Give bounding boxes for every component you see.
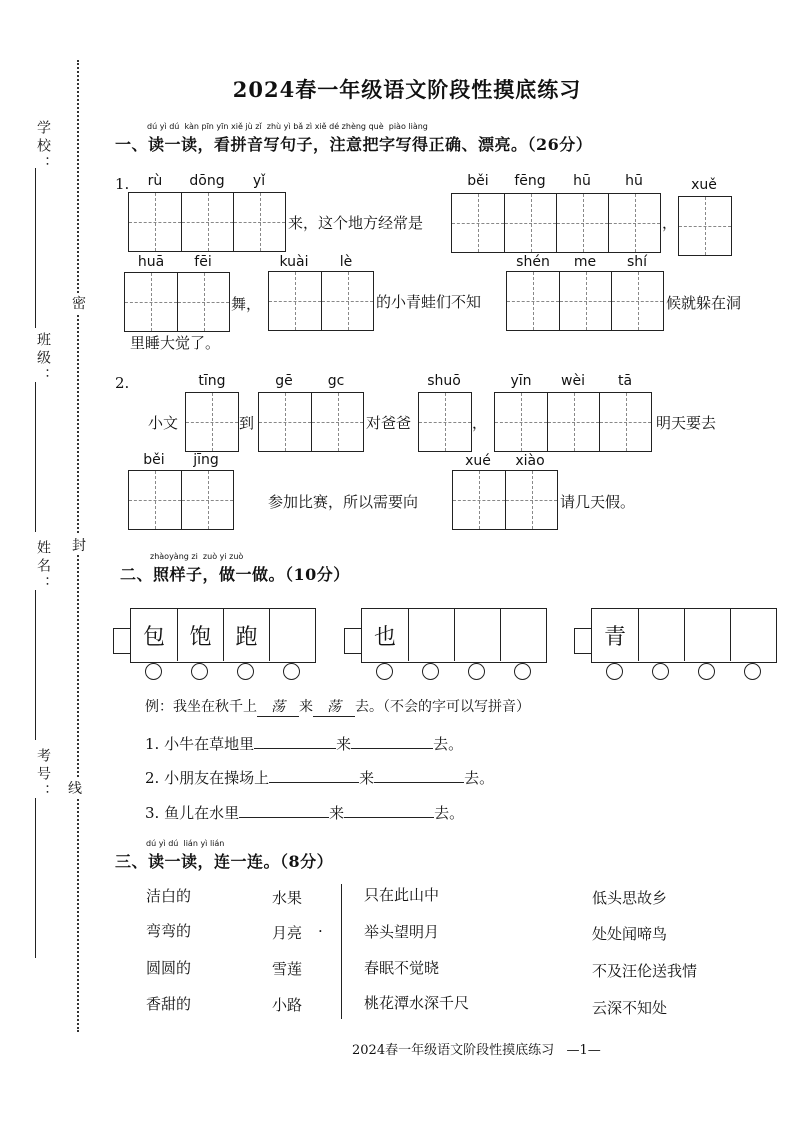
q1-pinyin-d: huā fēi bbox=[137, 254, 212, 270]
q2-number: 2. bbox=[115, 374, 130, 392]
section3-pinyin: dú yì dú lián yì lián bbox=[146, 839, 225, 848]
q2-pinyin-b: gē gc bbox=[275, 373, 345, 389]
col2-item-3[interactable]: 雪莲 bbox=[272, 960, 303, 978]
exercise-2-blank-1[interactable] bbox=[269, 767, 359, 783]
train-3-car-1: 青 bbox=[603, 624, 626, 650]
q1-text-d: 候就躲在洞 bbox=[666, 294, 742, 312]
train-2 bbox=[344, 608, 554, 688]
exercise-1-blank-1[interactable] bbox=[254, 733, 336, 749]
col4-item-3[interactable]: 不及汪伦送我情 bbox=[592, 962, 698, 980]
train-3 bbox=[574, 608, 784, 688]
example-fill-1: 荡 bbox=[257, 696, 299, 717]
q1-text-a: 来，这个地方经常是 bbox=[288, 214, 424, 232]
q2-grid-f[interactable] bbox=[452, 470, 558, 530]
col1-item-4[interactable]: 香甜的 bbox=[146, 995, 192, 1013]
q2-text-d: ， bbox=[472, 414, 488, 432]
q1-pinyin-f: shén me shí bbox=[516, 254, 648, 270]
q1-grid-a[interactable] bbox=[128, 192, 286, 252]
train-2-car-3[interactable] bbox=[454, 609, 500, 661]
page-number: —1— bbox=[566, 1043, 601, 1058]
class-field[interactable] bbox=[35, 382, 36, 532]
col2-item-2[interactable]: 月亮 bbox=[272, 924, 303, 942]
q2-text-g: 请几天假。 bbox=[560, 493, 636, 511]
page-title: 2024春一年级语文阶段性摸底练习 bbox=[232, 77, 582, 102]
q1-text-c: 的小青蛙们不知 bbox=[376, 293, 482, 311]
q1-text-b: 舞， bbox=[231, 295, 262, 313]
section2-pinyin: zhàoyàng zi zuò yi zuò bbox=[150, 552, 244, 561]
train-3-car-2[interactable] bbox=[638, 609, 684, 661]
seal-char-mi: 密 bbox=[72, 293, 86, 313]
col1-item-3[interactable]: 圆圆的 bbox=[146, 959, 192, 977]
col2-item-4[interactable]: 小路 bbox=[272, 996, 303, 1014]
exercise-item-1: 1. 小牛在草地里 来 去。 bbox=[145, 735, 464, 753]
example-line: 例：我坐在秋千上 荡 来 荡 去。（不会的字可以写拼音） bbox=[145, 696, 530, 717]
q1-pinyin-c: xuě bbox=[691, 177, 717, 193]
exercise-1-blank-2[interactable] bbox=[351, 733, 433, 749]
q1-grid-f[interactable] bbox=[506, 271, 664, 331]
exercise-item-2: 2. 小朋友在操场上 来 去。 bbox=[145, 769, 495, 787]
q1-pinyin-a: rù dōng yǐ bbox=[147, 173, 266, 189]
q2-text-b: 到 bbox=[239, 414, 255, 432]
name-label: 姓名： bbox=[35, 540, 51, 594]
q1-grid-c[interactable] bbox=[678, 196, 732, 256]
train-1-car-4[interactable] bbox=[269, 609, 315, 661]
q2-grid-d[interactable] bbox=[494, 392, 652, 452]
exercise-item-3: 3. 鱼儿在水里 来 去。 bbox=[145, 804, 465, 822]
col4-item-4[interactable]: 云深不知处 bbox=[592, 999, 668, 1017]
class-label: 班级： bbox=[35, 332, 51, 386]
train-1 bbox=[113, 608, 323, 688]
name-field[interactable] bbox=[35, 590, 36, 740]
q1-grid-d[interactable] bbox=[124, 272, 230, 332]
q1-comma-a: ， bbox=[662, 214, 678, 232]
col4-item-2[interactable]: 处处闻啼鸟 bbox=[592, 925, 668, 943]
train-2-car-1: 也 bbox=[373, 624, 396, 650]
q1-grid-b[interactable] bbox=[451, 193, 661, 253]
q2-grid-c[interactable] bbox=[418, 392, 472, 452]
q1-number: 1. bbox=[115, 175, 130, 193]
section1-heading: 一、读一读，看拼音写句子，注意把字写得正确、漂亮。（26分） bbox=[115, 135, 593, 154]
train-2-car-4[interactable] bbox=[500, 609, 546, 661]
section2-heading: 二、照样子，做一做。（10分） bbox=[120, 565, 350, 584]
q2-grid-a[interactable] bbox=[185, 392, 239, 452]
q2-text-a: 小文 bbox=[148, 414, 179, 432]
q2-pinyin-a: tīng bbox=[198, 373, 226, 389]
q2-text-e: 明天要去 bbox=[656, 414, 717, 432]
train-1-car-3: 跑 bbox=[223, 609, 269, 661]
q2-text-f: 参加比赛，所以需要向 bbox=[268, 493, 419, 511]
q1-grid-e[interactable] bbox=[268, 271, 374, 331]
stray-dot: · bbox=[318, 922, 323, 940]
example-fill-2: 荡 bbox=[313, 696, 355, 717]
exercise-3-blank-2[interactable] bbox=[344, 802, 434, 818]
q2-grid-e[interactable] bbox=[128, 470, 234, 530]
q1-text-e: 里睡大觉了。 bbox=[130, 334, 221, 352]
school-label: 学校： bbox=[35, 120, 51, 174]
q1-pinyin-b: běi fēng hū hū bbox=[467, 173, 643, 189]
col1-item-2[interactable]: 弯弯的 bbox=[146, 922, 192, 940]
seal-char-xian: 线 bbox=[68, 778, 82, 798]
exam-number-label: 考号： bbox=[35, 748, 51, 802]
page-footer bbox=[352, 1039, 601, 1058]
q2-pinyin-c: shuō bbox=[427, 373, 461, 389]
q2-pinyin-f: xué xiào bbox=[465, 453, 545, 469]
seal-char-feng: 封 bbox=[72, 535, 86, 555]
col3-item-2[interactable]: 举头望明月 bbox=[364, 923, 440, 941]
school-field[interactable] bbox=[35, 168, 36, 328]
q2-pinyin-d: yīn wèi tā bbox=[510, 373, 633, 389]
col3-item-1[interactable]: 只在此山中 bbox=[364, 886, 440, 904]
section3-heading: 三、读一读，连一连。（8分） bbox=[115, 852, 334, 871]
train-2-car-2[interactable] bbox=[408, 609, 454, 661]
q2-pinyin-e: běi jīng bbox=[143, 452, 219, 468]
exam-number-field[interactable] bbox=[35, 798, 36, 958]
train-3-car-3[interactable] bbox=[684, 609, 730, 661]
col2-item-1[interactable]: 水果 bbox=[272, 889, 303, 907]
q1-pinyin-e: kuài lè bbox=[279, 254, 353, 270]
col3-item-3[interactable]: 春眠不觉晓 bbox=[364, 959, 440, 977]
train-3-car-4[interactable] bbox=[730, 609, 776, 661]
col1-item-1[interactable]: 洁白的 bbox=[146, 887, 192, 905]
footer-title: 2024春一年级语文阶段性摸底练习 bbox=[352, 1043, 555, 1058]
column-divider bbox=[341, 884, 342, 1019]
section1-pinyin: dú yì dú kàn pīn yīn xiě jù zǐ zhù yì bǎ zì xiě dé zhèng què piào liàng bbox=[147, 122, 428, 131]
q2-grid-b[interactable] bbox=[258, 392, 364, 452]
col4-item-1[interactable]: 低头思故乡 bbox=[592, 889, 668, 907]
train-1-car-1: 包 bbox=[142, 624, 165, 650]
train-1-car-2: 饱 bbox=[177, 609, 223, 661]
q2-text-c: 对爸爸 bbox=[366, 414, 412, 432]
col3-item-4[interactable]: 桃花潭水深千尺 bbox=[364, 994, 470, 1012]
exercise-2-blank-2[interactable] bbox=[374, 767, 464, 783]
exercise-3-blank-1[interactable] bbox=[239, 802, 329, 818]
